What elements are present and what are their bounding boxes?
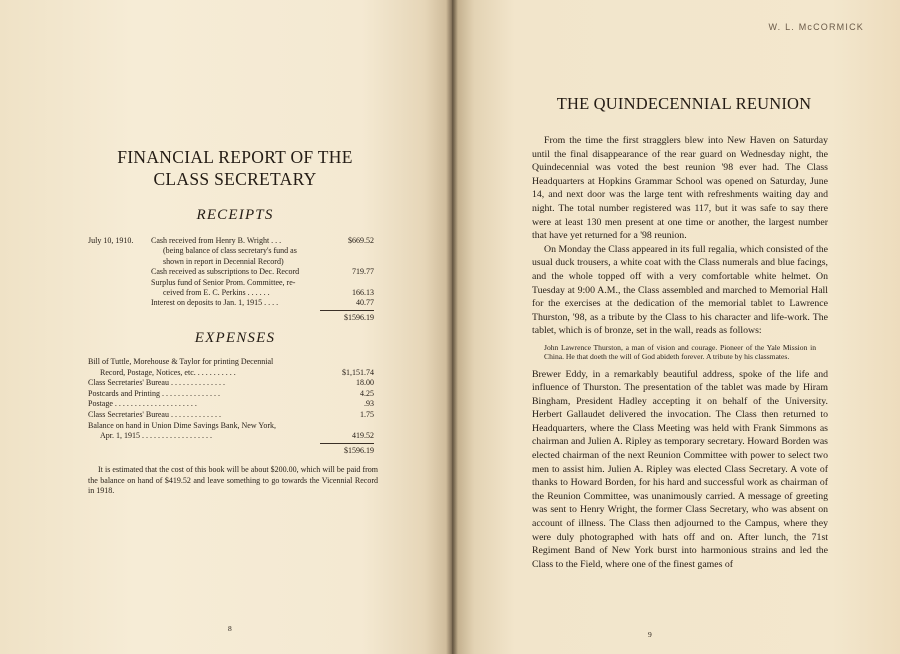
expense-amount: 18.00 bbox=[356, 378, 374, 388]
receipt-date: July 10, 1910. bbox=[88, 236, 134, 245]
receipt-desc: ceived from E. C. Perkins . . . . . . bbox=[163, 288, 270, 298]
expense-amount: .93 bbox=[364, 399, 374, 409]
receipts-table bbox=[88, 236, 378, 323]
receipt-row bbox=[88, 298, 378, 308]
page-number: 8 bbox=[228, 624, 232, 633]
receipt-amount: 166.13 bbox=[352, 288, 374, 298]
expense-row bbox=[88, 357, 378, 378]
paragraph: On Monday the Class appeared in its full regalia, which consisted of the usual duck trousers, a white coat with the Class numerals and blue facings, and the whole topped off with a very comfortable white helmet. On Tuesday at 9:00 A.M., the Class assembled and marched to Memorial Hall for the exercises at the dedication of the memorial tablet to Lawrence Thurston, '98, as a tribute by the Class to his character and life-work. The tablet, which is of bronze, set in the wall, reads as follows: bbox=[532, 243, 828, 337]
tablet-inscription: John Lawrence Thurston, a man of vision and courage. Pioneer of the Yale Mission in China. He that doeth the will of God abideth forever. A tribute by his classmates. bbox=[544, 342, 816, 361]
page-title: FINANCIAL REPORT OF THE CLASS SECRETARY bbox=[117, 147, 353, 189]
receipt-desc: (being balance of class secretary's fund as bbox=[163, 246, 297, 256]
expenses-total: $1596.19 bbox=[344, 445, 374, 455]
receipt-amount: 40.77 bbox=[356, 298, 374, 308]
expense-amount: 4.25 bbox=[360, 388, 374, 398]
article-body bbox=[532, 134, 828, 571]
book-gutter bbox=[446, 0, 458, 654]
expense-desc: Postcards and Printing . . . . . . . . . . . . . . . bbox=[88, 388, 220, 398]
right-page bbox=[452, 0, 900, 654]
expense-row bbox=[88, 421, 378, 442]
page-title: THE QUINDECENNIAL REUNION bbox=[556, 94, 812, 113]
expense-desc: Bill of Tuttle, Morehouse & Taylor for printing Decennial bbox=[88, 357, 274, 366]
expense-desc: Class Secretaries' Bureau . . . . . . . . . . . . . . bbox=[88, 378, 225, 388]
receipt-row bbox=[88, 278, 378, 299]
expense-row bbox=[88, 399, 378, 410]
expense-desc: Postage . . . . . . . . . . . . . . . . . . . . . bbox=[88, 399, 197, 409]
expense-row bbox=[88, 378, 378, 389]
expenses-heading: EXPENSES bbox=[194, 330, 276, 346]
expenses-table bbox=[88, 357, 378, 456]
cost-note: It is estimated that the cost of this book will be about $200.00, which will be paid from the balance on hand of $419.52 and leave something to go towards the Vicennial Record in 1918. bbox=[88, 465, 378, 496]
receipt-row bbox=[88, 267, 378, 277]
receipt-amount: $669.52 bbox=[348, 236, 374, 245]
expense-amount: $1,151.74 bbox=[342, 367, 374, 377]
paragraph: From the time the first stragglers blew into New Haven on Saturday until the final disappearance of the rear guard on Wednesday night, the Quindecennial was voted the best reunion '98 ever had. The Class Headquarters at Hopkins Grammar School was opened on Saturday, June 14, and next door was the large tent with refreshments waiting day and night. The total number registered was 117, but it was safe to say there were at least 130 men present at one time or another, the largest number that have yet returned for a '98 reunion. bbox=[532, 135, 828, 242]
expense-amount: 1.75 bbox=[360, 409, 374, 419]
divider bbox=[320, 443, 374, 444]
receipt-row bbox=[88, 236, 378, 267]
receipt-desc: Cash received as subscriptions to Dec. Record bbox=[151, 267, 300, 277]
receipt-desc: Surplus fund of Senior Prom. Committee, re- bbox=[151, 277, 296, 287]
divider bbox=[320, 310, 374, 311]
expense-desc: Apr. 1, 1915 . . . . . . . . . . . . . . . . . . bbox=[100, 431, 212, 441]
expense-desc: Balance on hand in Union Dime Savings Bank, New York, bbox=[88, 420, 276, 430]
receipt-amount: 719.77 bbox=[352, 267, 374, 277]
receipts-total: $1596.19 bbox=[344, 312, 374, 322]
paragraph: Brewer Eddy, in a remarkably beautiful address, spoke of the life and influence of Thurston. The presentation of the tablet was made by Hiram Bingham, President Hadley accepting it on behalf of the University. Herbert Gallaudet delivered the invocation. The Class then returned to Headquarters, where the Class Meeting was held with Frank Simmons as chairman and Julien A. Ripley as temporary secretary. Howard Borden was elected chairman of the next Reunion Committee with power to select two men to assist him. Julien A. Ripley was elected Class Secretary. A vote of thanks to Howard Borden, for his hard and successful work as chairman of the Reunion Committee, was unanimously carried. A message of greeting was sent to Henry Wright, the former Class Secretary, who was absent on account of illness. The Class then adjourned to the Campus, where they were duly photographed with hats off and on. After lunch, the 71st Regiment Band of New York burst into harmonious strains and led the Class to the Field, where one of the finest games of bbox=[532, 368, 828, 570]
receipt-desc: Cash received from Henry B. Wright . . . bbox=[151, 236, 282, 245]
running-header: W. L. McCORMICK bbox=[768, 22, 864, 32]
page-number: 9 bbox=[648, 630, 652, 639]
receipt-desc: Interest on deposits to Jan. 1, 1915 . . . . bbox=[151, 298, 279, 308]
expense-desc: Record, Postage, Notices, etc. . . . . . . . . . . bbox=[100, 367, 236, 377]
expense-desc: Class Secretaries' Bureau . . . . . . . . . . . . . bbox=[88, 409, 221, 419]
receipt-desc: shown in report in Decennial Record) bbox=[163, 256, 284, 266]
expense-amount: 419.52 bbox=[352, 431, 374, 441]
receipts-heading: RECEIPTS bbox=[196, 207, 274, 223]
expense-row bbox=[88, 410, 378, 421]
expense-row bbox=[88, 389, 378, 400]
